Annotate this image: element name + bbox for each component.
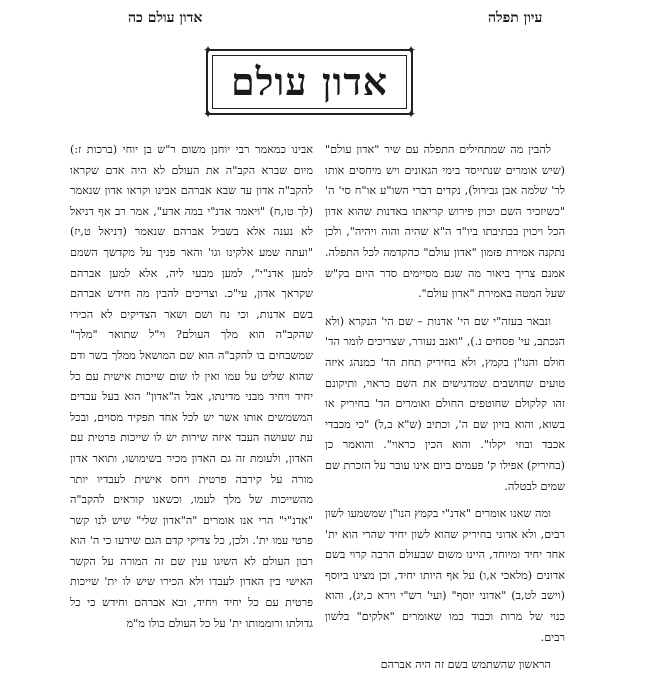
corner-ornament-icon: ✦ [405, 43, 417, 57]
corner-ornament-icon: ✦ [202, 43, 214, 57]
text-column-right [325, 140, 565, 676]
corner-ornament-icon: ✦ [202, 107, 214, 121]
book-title: עיון תפלה [488, 10, 543, 26]
page-title: אדון עולם [230, 59, 389, 104]
corner-ornament-icon: ✦ [405, 107, 417, 121]
paragraph: אבינו כמאמר רבי יוחנן משום ר"ש בן יוחי (ברכות ז:) מיום שברא הקב"ה את העולם לא היה אדם שקראו להקב"ה אדון עד שבא אברהם אבינו וקראו אדון שנאמר (לך טו,ח) "ויאמר אדנ"י במה אדע", אמר רב אף דניאל לא נענה אלא בשביל אברהם שנאמר (דניאל ט,יז) "ועתה שמע אלקינו וגו' והאר פניך על מקדשך השמם למען אדנ"י", למען מבעי ליה, אלא למען אברהם שקראך אדון, עי"כ. וצריכים להבין מה חידש אברהם בשם אדנות, וכי נח ושם ושאר הצדיקים לא הכירו שהקב"ה הוא מלך העולם? וי"ל שתואר "מלך" שמשבחים בו להקב"ה הוא שם המושאל ממלך בשר ודם שהוא שליט על עמו ואין לו שום שייכות אישית עם כל יחיד ויחיד מבני מדינתו, אבל ה"אדון" הוא בעל עבדים המשמשים אותו אשר יש לכל אחד תפקיד מסוים, ובכל עת שעושה העבד איזה שירות יש לו שייכות פרטית עם האדון, ולעומת זה גם האדון מכיר בשימושו, ותואר אדון מורה על קירבה פרטית ויחס אישית לעבדיו יותר מהשייכות של מלך לעמו, וכשאנו קוראים להקב"ה "אדנ"י" הרי אנו אומרים "ה"אדון שלי" שיש לנו קשר פרטי עמו ית'. ולכן, כל צדיקי קדם הגם שידעו כי ה' הוא רבון העולם לא השיגו ענין שם זה המורה על הקשר האישי בין האדון לעבדו ולא הכירו שיש לו ית' שייכות פרטית עם כל יחיד ויחיד, ובא אברהם וחידש כי כל גדולתו ורוממותו ית' על כל העולם כולו מ"מ [70, 143, 313, 630]
paragraph: ונבאר בעזה"י שם הי' אדנות – שם הי' הנקרא (ולא הנכתב, עי' פסחים נ.), "ואנב נעורר, שצריכים לומר הד' חולם והנו"ן בקמץ, ולא בחיריק תחת הד' כמנהג איזה טועים שחושבים שמדגישים את השם כראוי, ותיקונם זהו קלקולם שחוטפים החולם ואומרים הד' בחיריק או בשוא, והוא בזיון שם ה', וכתיב (ש"א ב,ל) "כי מכבדי אכבד ובוזי יקלו". והוא הכין כראוי". והואמר כן (בחיריק) אפילו ק' פעמים ביום אינו עובר על הזכרת שם שמים לבטלה. [325, 314, 565, 493]
paragraph: ומה שאנו אומרים "אדנ"י בקמץ הנו"ן שמשמעו לשון רבים, ולא אדוני בחיריק שהוא לשון יחיד שהרי הוא ית' אחד יחיד ומיוחד, היינו משום שבעולם הרבה קרוי בשם אדונים (מלאכי א,ו) על אף היותו יחיד, וכן מצינו ביוסף (וישב לט,ב) "אדוני יוסף" (ועי' רש"י וירא כ,יג), והוא כנוי של מרות וכבוד כמו שאומרים "אלקים" בלשון רבים. [325, 507, 565, 644]
title-frame [202, 43, 417, 121]
paragraph: להבין מה שמתחילים התפלה עם שיר "אדון עולם" (שיש אומרים שנתייסד בימי הגאונים ויש מיחסים אותו לר' שלמה אבן גבירול), נקדים דברי השו"ע או"ח סי' ה' "כשיזכיר השם יכוין פירוש קריאתו באדנות שהוא אדון הכל ויכוין בכתיבתו ביו"ד ה"א שהיה והוה ויהיה", ולכן נתקנה אמירת פזמון "אדון עולם" כהקדמה לכל התפלה. אמנם צריך ביאור מה שגם מסיימים סדר היום בק"ש שעל המטה באמירת "אדון עולם". [325, 143, 565, 301]
text-column-left [70, 140, 313, 634]
running-head [0, 6, 650, 30]
paragraph: הראשון שהשתמש בשם זה היה אברהם [380, 658, 551, 672]
section-title: אדון עולם כה [128, 10, 203, 26]
